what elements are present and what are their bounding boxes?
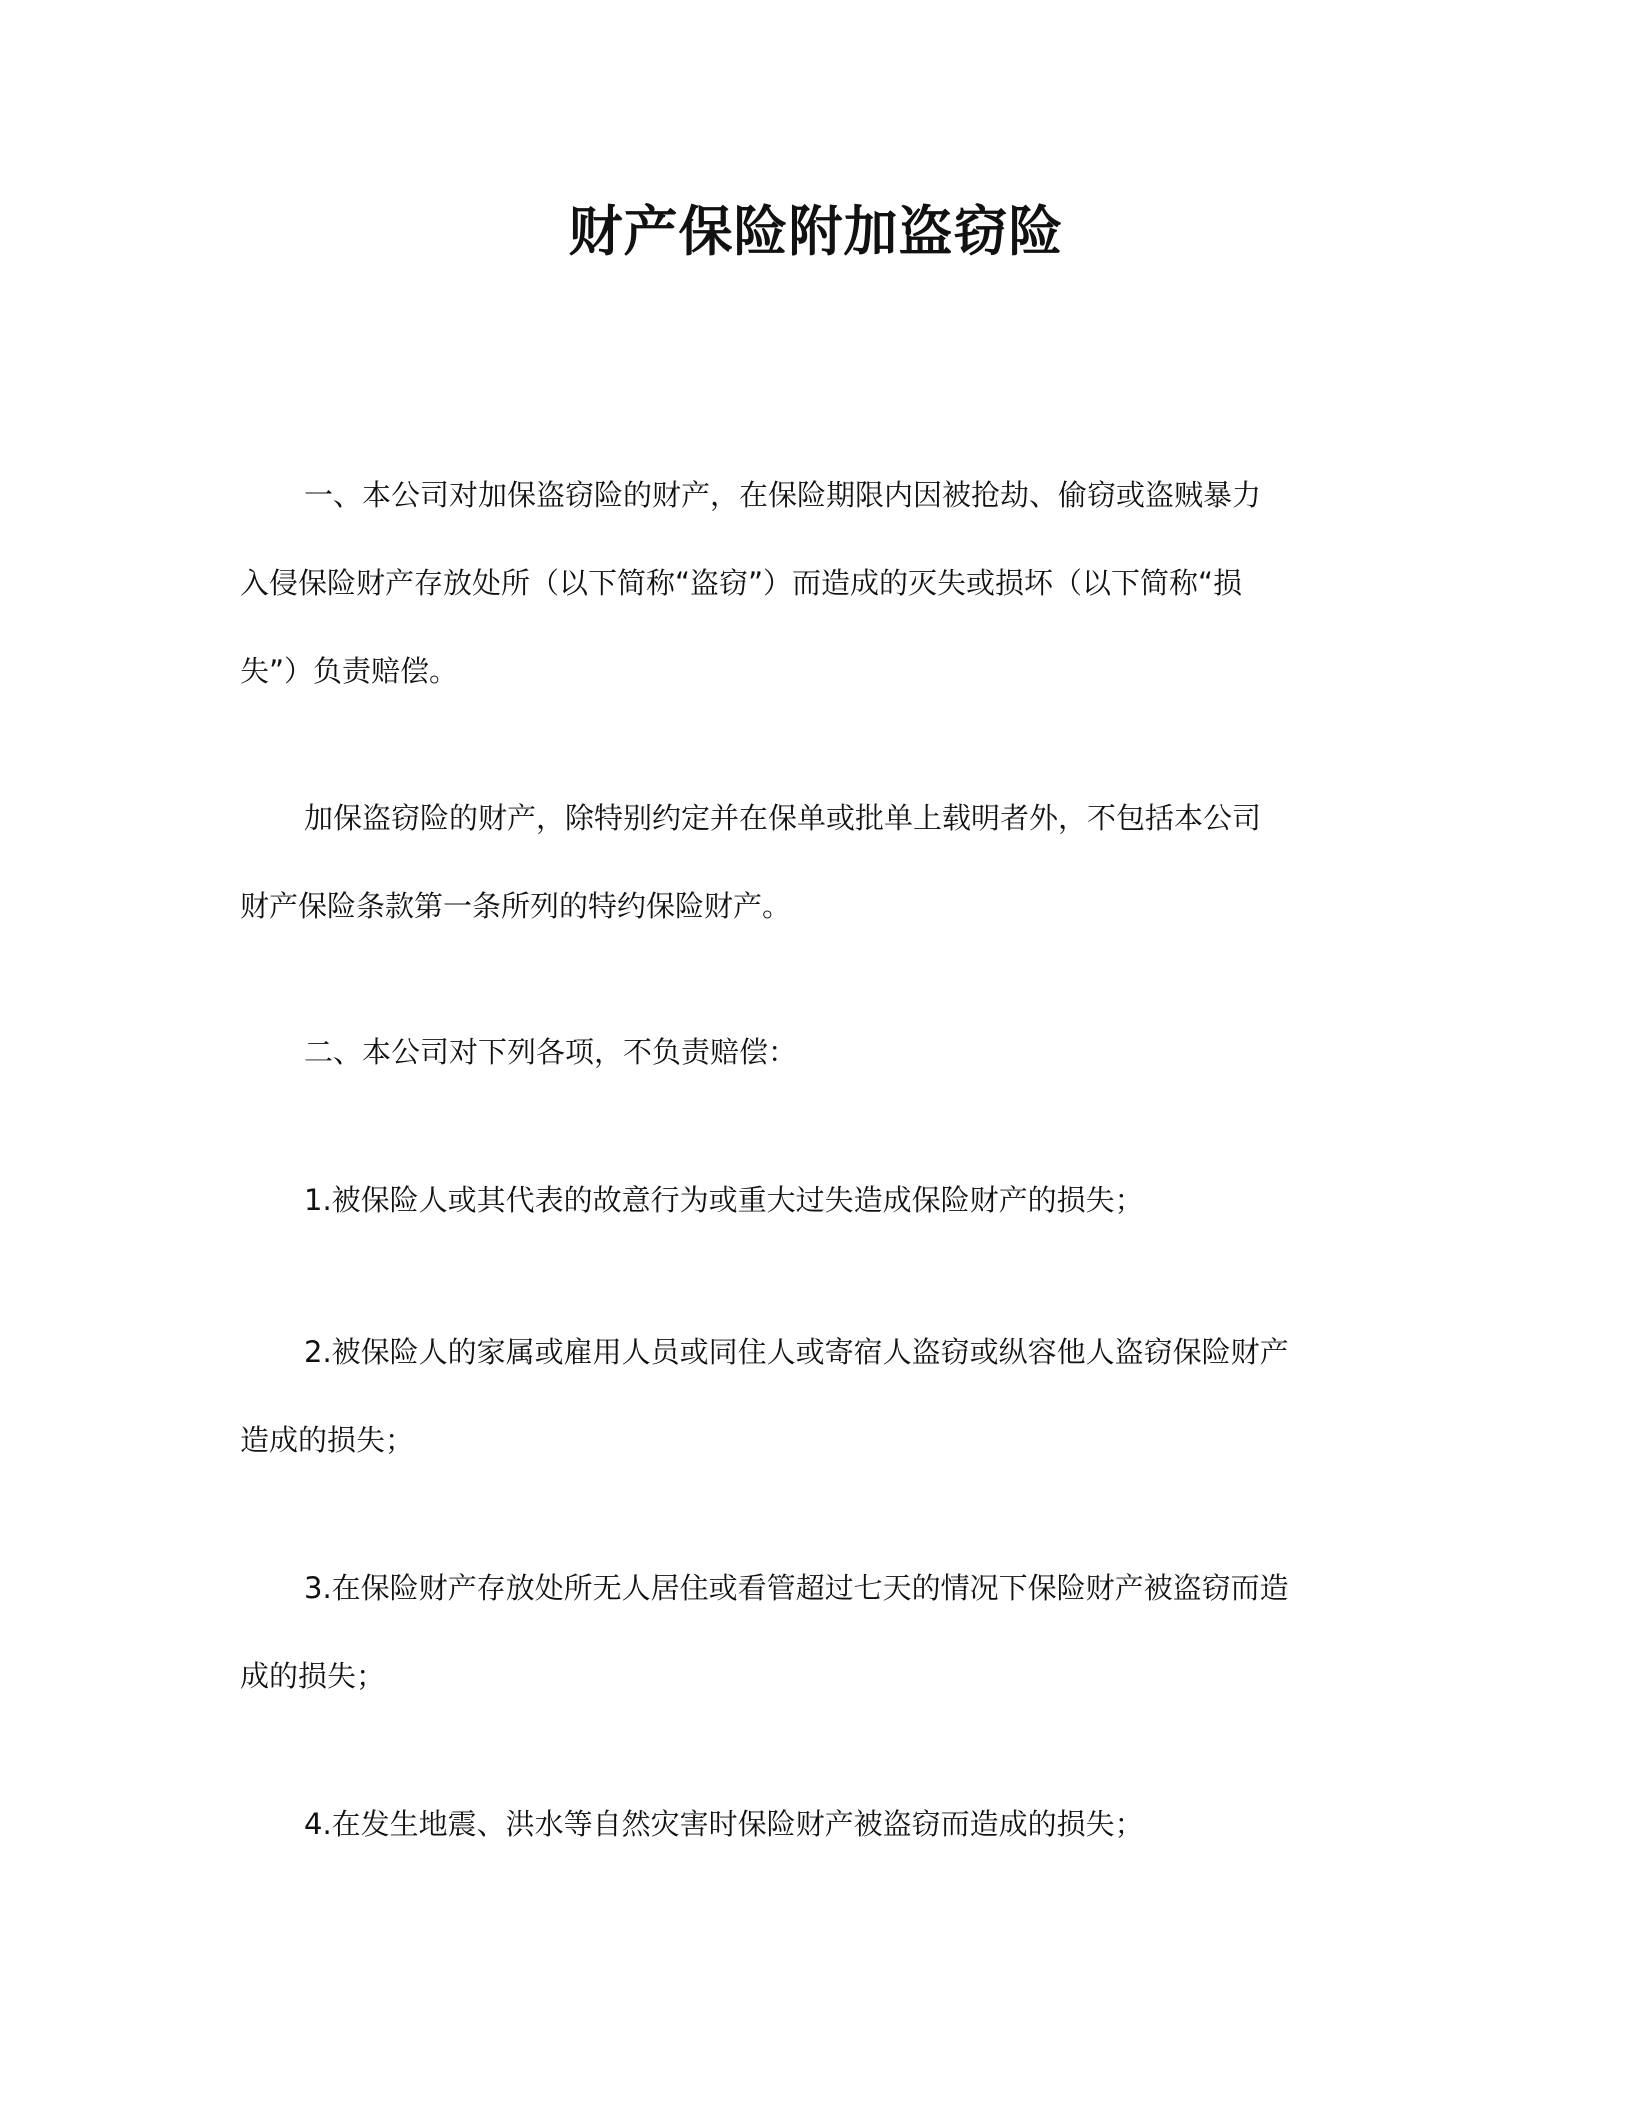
paragraph-line: 3.在保险财产存放处所无人居住或看管超过七天的情况下保险财产被盗窃而造: [304, 1571, 1289, 1605]
paragraph-line: 一、本公司对加保盗窃险的财产，在保险期限内因被抢劫、偷窃或盗贼暴力: [304, 478, 1262, 512]
paragraph-line: 失”）负责赔偿。: [240, 654, 459, 688]
paragraph-2: [240, 774, 1390, 950]
document-title: 财产保险附加盗窃险: [568, 200, 1064, 263]
exclusion-item-4: [240, 1780, 1390, 1868]
paragraph-line: 1.被保险人或其代表的故意行为或重大过失造成保险财产的损失；: [304, 1183, 1144, 1217]
paragraph-line: 入侵保险财产存放处所（以下简称“盗窃”）而造成的灭失或损坏（以下简称“损: [240, 566, 1243, 600]
paragraph-line: 加保盗窃险的财产，除特别约定并在保单或批单上载明者外，不包括本公司: [304, 801, 1262, 835]
section-heading-2: [240, 1008, 1390, 1096]
paragraph-line: 造成的损失；: [240, 1423, 415, 1457]
exclusion-item-1: [240, 1156, 1390, 1244]
paragraph-line: 成的损失；: [240, 1659, 386, 1693]
exclusion-item-3: [240, 1544, 1390, 1720]
paragraph-line: 财产保险条款第一条所列的特约保险财产。: [240, 889, 792, 923]
exclusion-item-2: [240, 1308, 1390, 1484]
paragraph-line: 4.在发生地震、洪水等自然灾害时保险财产被盗窃而造成的损失；: [304, 1807, 1144, 1841]
paragraph-line: 二、本公司对下列各项，不负责赔偿：: [304, 1035, 798, 1069]
paragraph-1: [240, 451, 1390, 715]
paragraph-line: 2.被保险人的家属或雇用人员或同住人或寄宿人盗窃或纵容他人盗窃保险财产: [304, 1335, 1289, 1369]
